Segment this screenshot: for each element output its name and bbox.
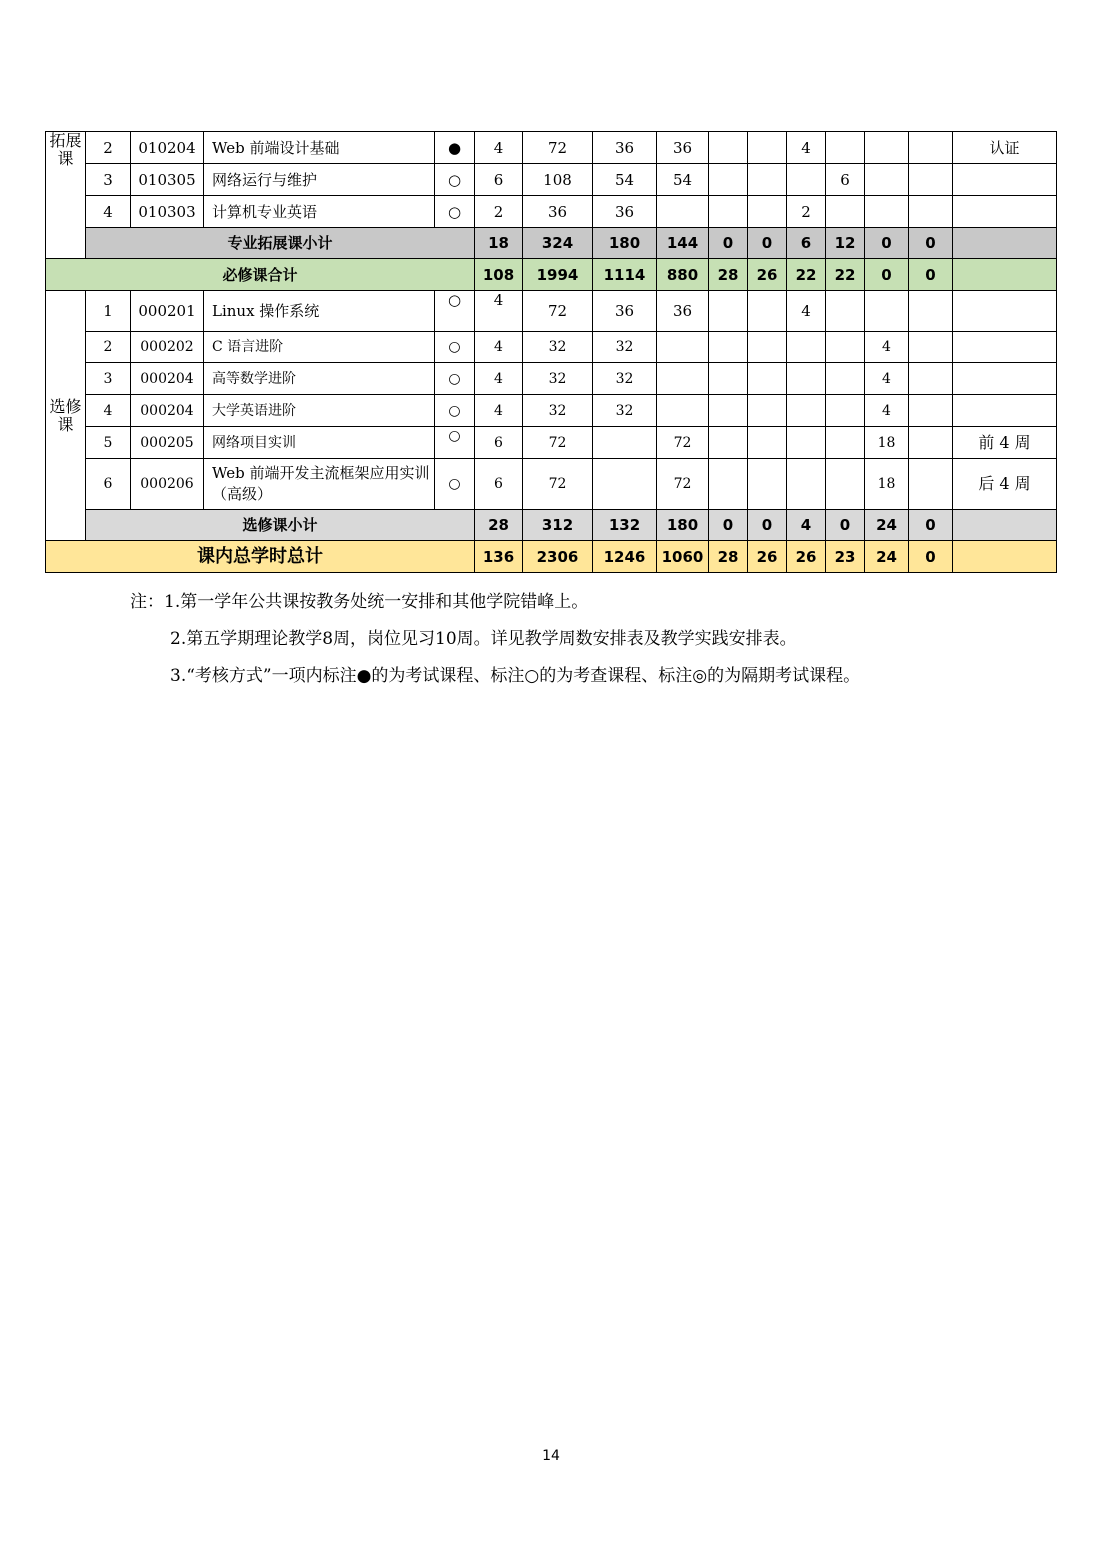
- practice-hours-cell: [657, 363, 709, 395]
- semester-1-cell: [709, 164, 748, 196]
- total-hours-cell: 324: [523, 228, 593, 259]
- credits-cell: 4: [475, 395, 523, 427]
- semester-5-cell: 4: [865, 363, 909, 395]
- semester-1-cell: [709, 395, 748, 427]
- practice-hours-cell: 72: [657, 459, 709, 510]
- semester-1-cell: [709, 132, 748, 164]
- semester-3-cell: 22: [787, 259, 826, 291]
- credits-cell: 18: [475, 228, 523, 259]
- table-row: [46, 132, 1057, 164]
- semester-3-cell: [787, 427, 826, 459]
- semester-1-cell: [709, 459, 748, 510]
- semester-5-cell: 24: [865, 541, 909, 573]
- semester-1-cell: 28: [709, 259, 748, 291]
- subtotal-label: 选修课小计: [86, 510, 475, 541]
- total-hours-cell: 312: [523, 510, 593, 541]
- semester-6-cell: [909, 395, 953, 427]
- assessment-mark: ○: [435, 196, 475, 228]
- credits-cell: 136: [475, 541, 523, 573]
- course-name: 网络运行与维护: [204, 164, 435, 196]
- theory-hours-cell: 32: [593, 395, 657, 427]
- course-code: 000206: [131, 459, 204, 510]
- table-row: [46, 332, 1057, 363]
- course-code: 000201: [131, 291, 204, 332]
- table-notes: [130, 584, 860, 695]
- table-row: [46, 291, 1057, 332]
- theory-hours-cell: 54: [593, 164, 657, 196]
- semester-2-cell: 26: [748, 259, 787, 291]
- total-hours-cell: 36: [523, 196, 593, 228]
- course-name: Web 前端开发主流框架应用实训（高级）: [204, 459, 435, 510]
- credits-cell: 6: [475, 164, 523, 196]
- theory-hours-cell: 1246: [593, 541, 657, 573]
- credits-cell: 2: [475, 196, 523, 228]
- semester-6-cell: [909, 196, 953, 228]
- semester-6-cell: [909, 332, 953, 363]
- course-name: 计算机专业英语: [204, 196, 435, 228]
- semester-4-cell: [826, 196, 865, 228]
- assessment-mark: ○: [435, 164, 475, 196]
- semester-4-cell: [826, 459, 865, 510]
- extension-subtotal-row: [46, 228, 1057, 259]
- semester-2-cell: [748, 291, 787, 332]
- total-hours-cell: 72: [523, 132, 593, 164]
- theory-hours-cell: [593, 427, 657, 459]
- semester-4-cell: 22: [826, 259, 865, 291]
- table-row: [46, 459, 1057, 510]
- total-hours-cell: 32: [523, 363, 593, 395]
- semester-6-cell: [909, 427, 953, 459]
- note-line: 2.第五学期理论教学8周，岗位见习10周。详见教学周数安排表及教学实践安排表。: [170, 629, 797, 649]
- semester-2-cell: [748, 132, 787, 164]
- semester-1-cell: 0: [709, 228, 748, 259]
- practice-hours-cell: 36: [657, 132, 709, 164]
- practice-hours-cell: 1060: [657, 541, 709, 573]
- credits-cell: 6: [475, 459, 523, 510]
- semester-5-cell: 4: [865, 332, 909, 363]
- practice-hours-cell: 36: [657, 291, 709, 332]
- credits-cell: 4: [475, 332, 523, 363]
- semester-6-cell: 0: [909, 228, 953, 259]
- semester-5-cell: 18: [865, 427, 909, 459]
- total-hours-cell: 72: [523, 291, 593, 332]
- semester-4-cell: 23: [826, 541, 865, 573]
- practice-hours-cell: 180: [657, 510, 709, 541]
- remark-cell: [953, 196, 1057, 228]
- remark-cell: [953, 395, 1057, 427]
- semester-5-cell: 4: [865, 395, 909, 427]
- semester-1-cell: [709, 196, 748, 228]
- course-name: 大学英语进阶: [204, 395, 435, 427]
- course-no: 1: [86, 291, 131, 332]
- table-row: [46, 363, 1057, 395]
- semester-1-cell: [709, 332, 748, 363]
- credits-cell: 4: [475, 363, 523, 395]
- course-no: 6: [86, 459, 131, 510]
- semester-3-cell: 6: [787, 228, 826, 259]
- semester-2-cell: 26: [748, 541, 787, 573]
- theory-hours-cell: [593, 459, 657, 510]
- semester-2-cell: 0: [748, 510, 787, 541]
- note-line: 3.“考核方式”一项内标注●的为考试课程、标注○的为考查课程、标注◎的为隔期考试课程。: [170, 666, 861, 686]
- total-hours-cell: 32: [523, 395, 593, 427]
- theory-hours-cell: 32: [593, 363, 657, 395]
- note-line: 注：1.第一学年公共课按教务处统一安排和其他学院错峰上。: [130, 592, 589, 612]
- semester-4-cell: 0: [826, 510, 865, 541]
- course-code: 000202: [131, 332, 204, 363]
- remark-cell: [953, 259, 1057, 291]
- practice-hours-cell: 144: [657, 228, 709, 259]
- theory-hours-cell: 180: [593, 228, 657, 259]
- total-hours-cell: 2306: [523, 541, 593, 573]
- semester-4-cell: [826, 427, 865, 459]
- course-code: 000204: [131, 363, 204, 395]
- practice-hours-cell: [657, 395, 709, 427]
- grand-total-label: 课内总学时总计: [46, 541, 475, 573]
- semester-2-cell: [748, 427, 787, 459]
- course-no: 4: [86, 395, 131, 427]
- semester-6-cell: 0: [909, 259, 953, 291]
- course-code: 010303: [131, 196, 204, 228]
- theory-hours-cell: 36: [593, 291, 657, 332]
- total-hours-cell: 72: [523, 427, 593, 459]
- semester-2-cell: [748, 363, 787, 395]
- course-no: 5: [86, 427, 131, 459]
- total-hours-cell: 108: [523, 164, 593, 196]
- credits-cell: 108: [475, 259, 523, 291]
- course-no: 3: [86, 363, 131, 395]
- semester-5-cell: 0: [865, 259, 909, 291]
- total-hours-cell: 72: [523, 459, 593, 510]
- semester-2-cell: 0: [748, 228, 787, 259]
- semester-5-cell: 0: [865, 228, 909, 259]
- required-total-row: [46, 259, 1057, 291]
- semester-4-cell: [826, 363, 865, 395]
- practice-hours-cell: [657, 196, 709, 228]
- semester-3-cell: 4: [787, 291, 826, 332]
- semester-2-cell: [748, 395, 787, 427]
- theory-hours-cell: 32: [593, 332, 657, 363]
- remark-cell: [953, 164, 1057, 196]
- table-row: [46, 427, 1057, 459]
- practice-hours-cell: 880: [657, 259, 709, 291]
- semester-2-cell: [748, 459, 787, 510]
- course-name: Web 前端设计基础: [204, 132, 435, 164]
- table-row: [46, 196, 1057, 228]
- semester-4-cell: 6: [826, 164, 865, 196]
- semester-3-cell: 2: [787, 196, 826, 228]
- course-name: C 语言进阶: [204, 332, 435, 363]
- semester-6-cell: [909, 164, 953, 196]
- assessment-mark: ●: [435, 132, 475, 164]
- semester-5-cell: [865, 132, 909, 164]
- credits-cell: 4: [475, 132, 523, 164]
- total-hours-cell: 32: [523, 332, 593, 363]
- category-cell: 拓展课: [46, 132, 86, 259]
- semester-5-cell: 24: [865, 510, 909, 541]
- table-row: [46, 164, 1057, 196]
- assessment-mark: ○: [435, 459, 475, 510]
- semester-2-cell: [748, 332, 787, 363]
- assessment-mark: ○: [435, 332, 475, 363]
- subtotal-label: 专业拓展课小计: [86, 228, 475, 259]
- semester-3-cell: 26: [787, 541, 826, 573]
- credits-cell: 6: [475, 427, 523, 459]
- semester-4-cell: [826, 395, 865, 427]
- semester-5-cell: [865, 291, 909, 332]
- course-plan-table: [45, 131, 1057, 573]
- remark-cell: 认证: [953, 132, 1057, 164]
- remark-cell: [953, 541, 1057, 573]
- semester-6-cell: [909, 291, 953, 332]
- remark-cell: [953, 332, 1057, 363]
- course-no: 4: [86, 196, 131, 228]
- grand-total-row: [46, 541, 1057, 573]
- elective-subtotal-row: [46, 510, 1057, 541]
- course-no: 2: [86, 132, 131, 164]
- assessment-mark: ○: [435, 363, 475, 395]
- semester-3-cell: [787, 395, 826, 427]
- semester-3-cell: [787, 459, 826, 510]
- semester-5-cell: [865, 196, 909, 228]
- page-number: 14: [542, 1448, 560, 1464]
- semester-1-cell: 0: [709, 510, 748, 541]
- credits-cell: 4: [475, 291, 523, 332]
- semester-4-cell: [826, 332, 865, 363]
- assessment-mark: ○: [435, 291, 475, 332]
- theory-hours-cell: 36: [593, 196, 657, 228]
- credits-cell: 28: [475, 510, 523, 541]
- semester-3-cell: [787, 363, 826, 395]
- semester-1-cell: [709, 427, 748, 459]
- total-hours-cell: 1994: [523, 259, 593, 291]
- semester-5-cell: [865, 164, 909, 196]
- remark-cell: [953, 228, 1057, 259]
- course-no: 2: [86, 332, 131, 363]
- semester-6-cell: 0: [909, 541, 953, 573]
- course-name: Linux 操作系统: [204, 291, 435, 332]
- remark-cell: [953, 291, 1057, 332]
- course-name: 网络项目实训: [204, 427, 435, 459]
- remark-cell: [953, 363, 1057, 395]
- required-total-label: 必修课合计: [46, 259, 475, 291]
- semester-4-cell: [826, 132, 865, 164]
- course-name: 高等数学进阶: [204, 363, 435, 395]
- assessment-mark: ○: [435, 395, 475, 427]
- practice-hours-cell: 54: [657, 164, 709, 196]
- semester-5-cell: 18: [865, 459, 909, 510]
- semester-1-cell: [709, 291, 748, 332]
- semester-3-cell: 4: [787, 510, 826, 541]
- practice-hours-cell: [657, 332, 709, 363]
- course-no: 3: [86, 164, 131, 196]
- semester-1-cell: 28: [709, 541, 748, 573]
- assessment-mark: ○: [435, 427, 475, 459]
- semester-6-cell: [909, 132, 953, 164]
- semester-4-cell: [826, 291, 865, 332]
- semester-6-cell: [909, 363, 953, 395]
- semester-6-cell: [909, 459, 953, 510]
- remark-cell: [953, 510, 1057, 541]
- remark-cell: 后 4 周: [953, 459, 1057, 510]
- course-code: 010305: [131, 164, 204, 196]
- remark-cell: 前 4 周: [953, 427, 1057, 459]
- semester-1-cell: [709, 363, 748, 395]
- theory-hours-cell: 36: [593, 132, 657, 164]
- semester-3-cell: [787, 332, 826, 363]
- semester-4-cell: 12: [826, 228, 865, 259]
- theory-hours-cell: 1114: [593, 259, 657, 291]
- semester-3-cell: [787, 164, 826, 196]
- table-row: [46, 395, 1057, 427]
- course-code: 000205: [131, 427, 204, 459]
- semester-2-cell: [748, 164, 787, 196]
- course-code: 010204: [131, 132, 204, 164]
- semester-6-cell: 0: [909, 510, 953, 541]
- category-cell: 选修课: [46, 291, 86, 541]
- course-code: 000204: [131, 395, 204, 427]
- semester-2-cell: [748, 196, 787, 228]
- semester-3-cell: 4: [787, 132, 826, 164]
- theory-hours-cell: 132: [593, 510, 657, 541]
- practice-hours-cell: 72: [657, 427, 709, 459]
